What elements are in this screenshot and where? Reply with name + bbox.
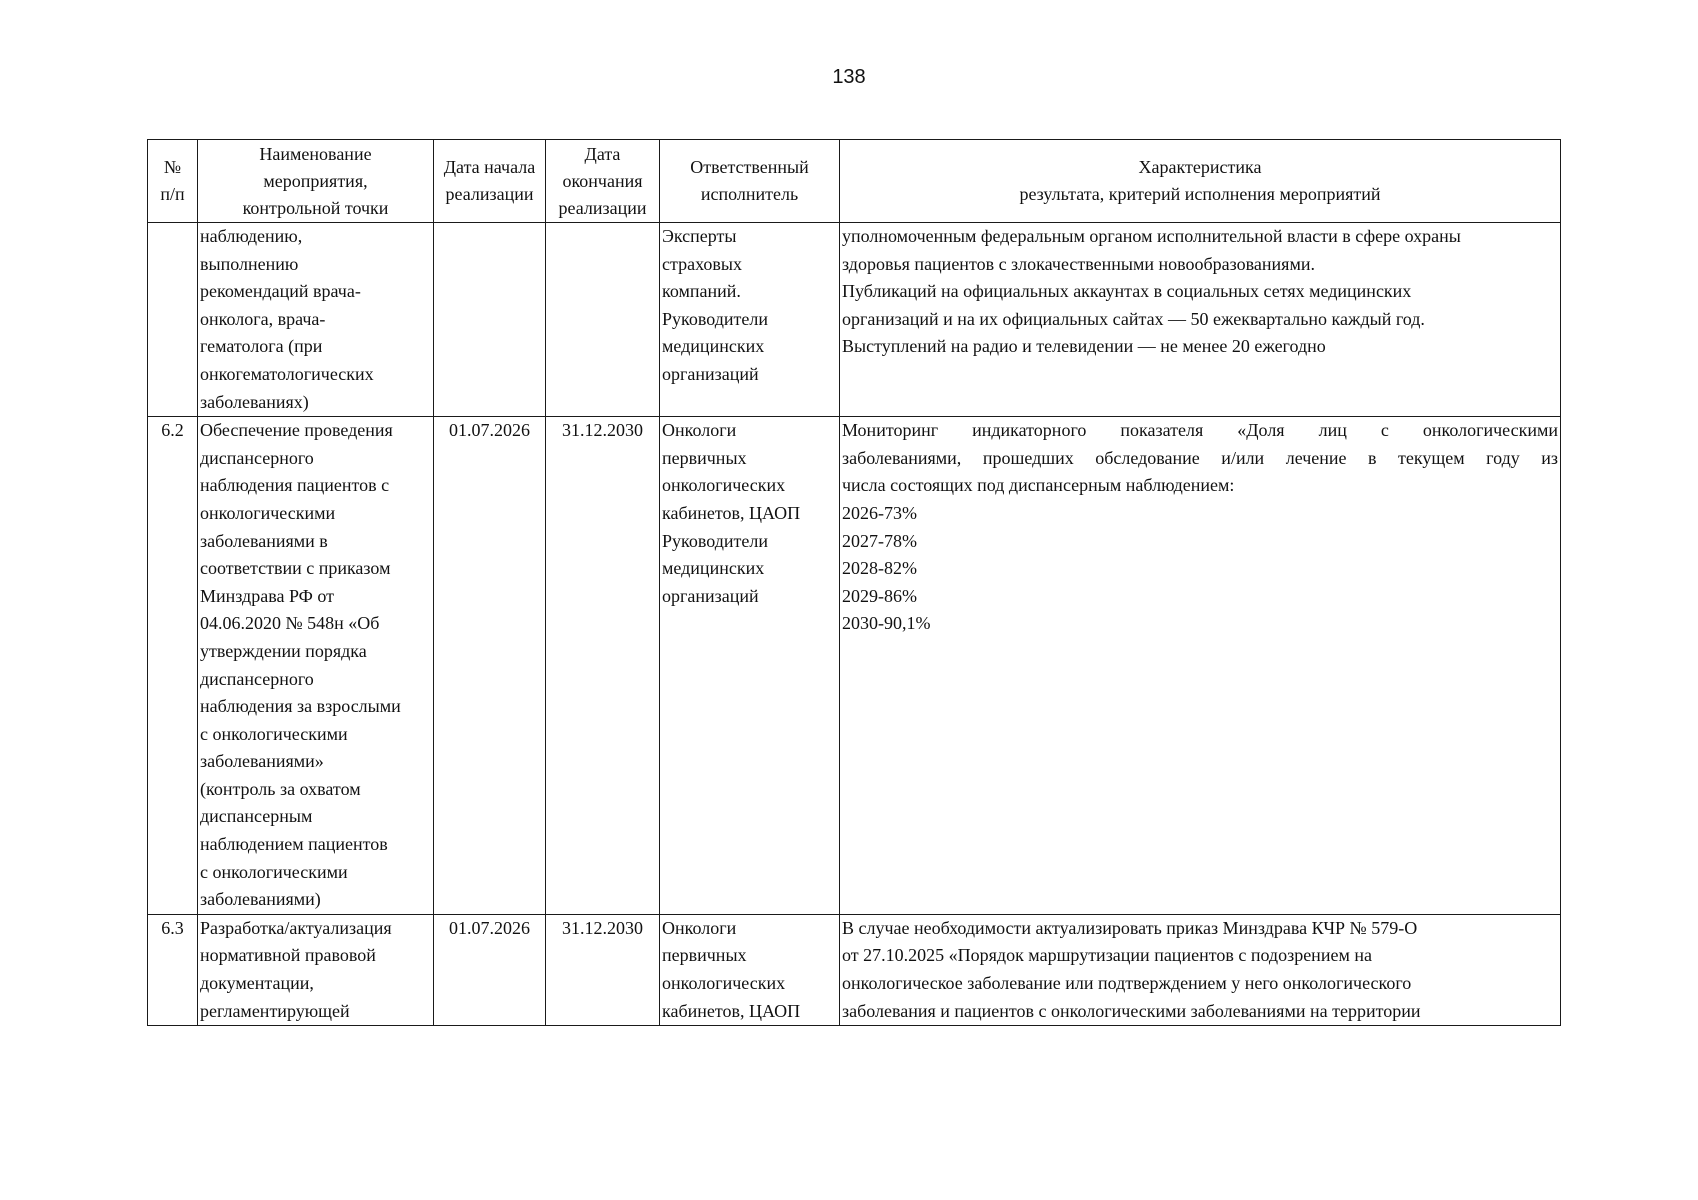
row-name: Обеспечение проведения диспансерного наблюдения пациентов с онкологическими заболеваниями в соответствии с приказом Минздрава РФ от 04.06.2020 № 548н «Об утверждении порядка диспансерного наблюдения за взрослыми с онкологическими заболеваниями» (контроль за охватом диспансерным наблюдением пациентов с онкологическими заболеваниями) [198, 417, 434, 915]
row-name: наблюдению, выполнению рекомендаций врача- онколога, врача- гематолога (при онкогематологических заболеваниях) [198, 223, 434, 417]
header-num: № п/п [148, 140, 198, 223]
row-end-date: 31.12.2030 [546, 417, 660, 915]
table-row [148, 914, 1561, 1025]
row-responsible: Онкологи первичных онкологических кабинетов, ЦАОП [660, 914, 840, 1025]
header-responsible: Ответственный исполнитель [660, 140, 840, 223]
row-end-date: 31.12.2030 [546, 914, 660, 1025]
row-responsible: Онкологи первичных онкологических кабинетов, ЦАОП Руководители медицинских организаций [660, 417, 840, 915]
header-result: Характеристика результата, критерий исполнения мероприятий [840, 140, 1561, 223]
plan-table [147, 139, 1561, 1026]
row-start-date [434, 223, 546, 417]
header-start-date: Дата начала реализации [434, 140, 546, 223]
row-result: уполномоченным федеральным органом исполнительной власти в сфере охраны здоровья пациентов с злокачественными новообразованиями. Публикаций на официальных аккаунтах в социальных сетях медицинских организаций и на их официальных сайтах — 50 ежеквартально каждый год. Выступлений на радио и телевидении — не менее 20 ежегодно [840, 223, 1561, 417]
row-number: 6.3 [148, 914, 198, 1025]
header-name: Наименование мероприятия, контрольной точки [198, 140, 434, 223]
row-end-date [546, 223, 660, 417]
row-start-date: 01.07.2026 [434, 914, 546, 1025]
table-row [148, 417, 1561, 915]
row-responsible: Эксперты страховых компаний. Руководители медицинских организаций [660, 223, 840, 417]
page-number: 138 [832, 66, 866, 88]
row-number: 6.2 [148, 417, 198, 915]
table-row [148, 223, 1561, 417]
header-end-date: Дата окончания реализации [546, 140, 660, 223]
row-name: Разработка/актуализация нормативной правовой документации, регламентирующей [198, 914, 434, 1025]
row-result: Мониторинг индикаторного показателя «Доля лиц с онкологическими заболеваниями, прошедших обследование и/или лечение в текущем году из числа состоящих под диспансерным наблюдением: 2026-73% 2027-78% 2028-82% 2029-86% 2030-90,1% [840, 417, 1561, 915]
row-start-date: 01.07.2026 [434, 417, 546, 915]
row-number [148, 223, 198, 417]
table-header-row [148, 140, 1561, 223]
row-result: В случае необходимости актуализировать приказ Минздрава КЧР № 579-О от 27.10.2025 «Порядок маршрутизации пациентов с подозрением на онкологическое заболевание или подтверждением у него онкологического заболевания и пациентов с онкологическими заболеваниями на территории [840, 914, 1561, 1025]
